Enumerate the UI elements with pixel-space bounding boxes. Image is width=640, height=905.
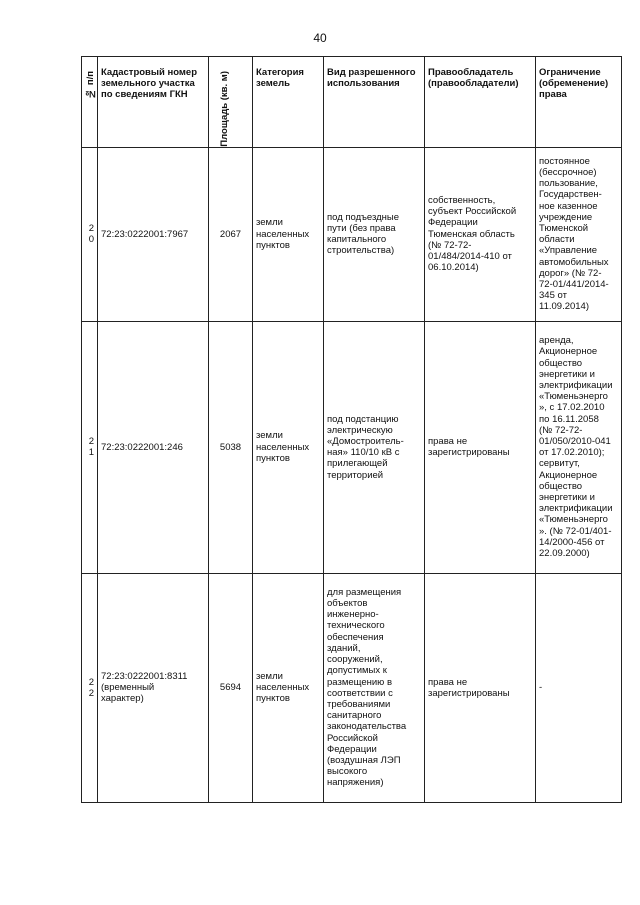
right-holder: права не зарегистрированы [425, 321, 536, 573]
header-restriction: Ограничение (обременение) права [536, 57, 622, 148]
header-category: Категория земель [253, 57, 324, 148]
table-row [82, 573, 622, 802]
area-value: 5038 [209, 321, 253, 573]
permitted-use: под подъездные пути (без права капитального строительства) [324, 147, 425, 321]
row-number: 22 [82, 573, 98, 802]
header-use: Вид разрешенного использования [324, 57, 425, 148]
header-cadastral: Кадастровый номер земельного участка по сведениям ГКН [98, 57, 209, 148]
row-number: 21 [82, 321, 98, 573]
table-row [82, 147, 622, 321]
header-holder: Правообладатель (правообладатели) [425, 57, 536, 148]
land-category: земли населенных пунктов [253, 147, 324, 321]
header-num-label: № п/п [85, 71, 96, 99]
restriction: постоянное (бессрочное) пользование, Государствен- ное казенное учреждение Тюменской области «Управление автомобильных дорог» (№ 72- 72-01/441/2014- 345 от 11.09.2014) [536, 147, 622, 321]
cadastral-number: 72:23:0222001:8311 (временный характер) [98, 573, 209, 802]
restriction: аренда, Акционерное общество энергетики и электрификации «Тюменьэнерго », с 17.02.2010 по 16.11.2058 (№ 72-72- 01/050/2010-041 от 17.02.2010); сервитут, Акционерное общество энергетики и электрификации «Тюменьэнерго ». (№ 72-01/401- 14/2000-456 от 22.09.2000) [536, 321, 622, 573]
permitted-use: под подстанцию электрическую «Домостроитель- ная» 110/10 кВ с прилегающей территорией [324, 321, 425, 573]
area-value: 5694 [209, 573, 253, 802]
cadastral-number: 72:23:0222001:246 [98, 321, 209, 573]
permitted-use: для размещения объектов инженерно- технического обеспечения зданий, сооружений, допустимых к размещению в соответствии с требованиями санитарного законодательства Российской Федерации (воздушная ЛЭП высокого напряжения) [324, 573, 425, 802]
restriction: - [536, 573, 622, 802]
land-plots-table [81, 56, 622, 803]
row-number: 20 [82, 147, 98, 321]
table-row [82, 321, 622, 573]
area-value: 2067 [209, 147, 253, 321]
header-area [209, 57, 253, 148]
page-number: 40 [313, 31, 327, 45]
right-holder: собственность, субъект Российской Федерации Тюменская область (№ 72-72- 01/484/2014-410 от 06.10.2014) [425, 147, 536, 321]
table-header-row [82, 57, 622, 148]
cadastral-number: 72:23:0222001:7967 [98, 147, 209, 321]
right-holder: права не зарегистрированы [425, 573, 536, 802]
land-category: земли населенных пунктов [253, 573, 324, 802]
land-category: земли населенных пунктов [253, 321, 324, 573]
header-area-label: Площадь (кв. м) [218, 71, 230, 147]
header-num [82, 57, 98, 148]
